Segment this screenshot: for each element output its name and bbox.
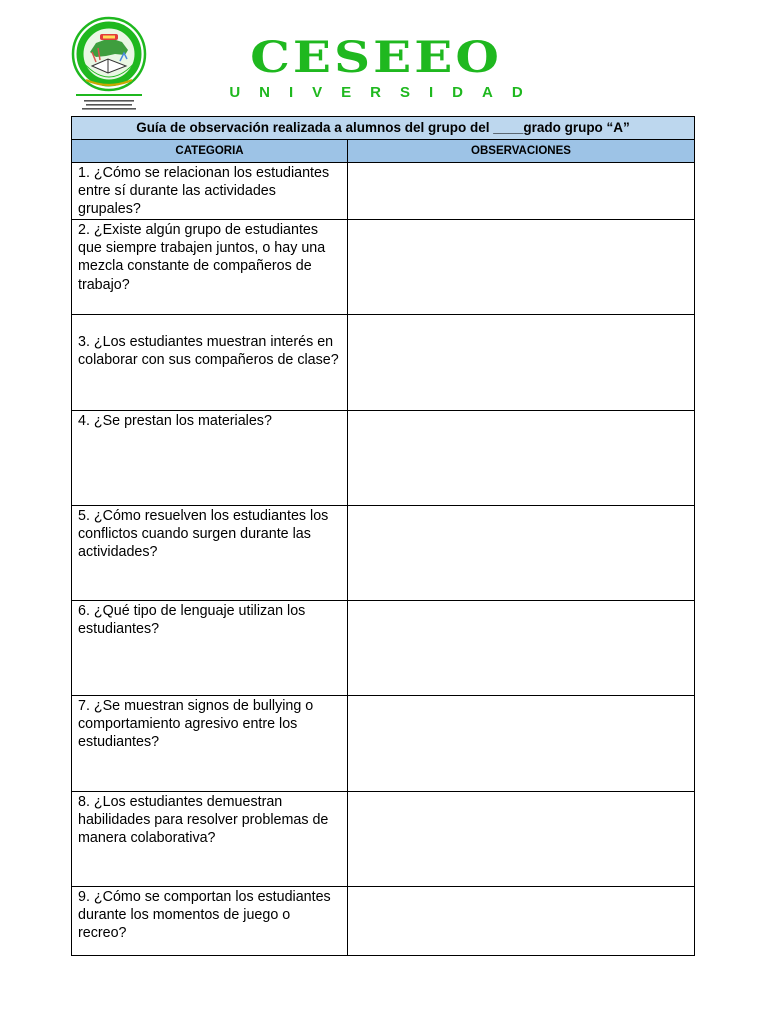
- category-cell: 1. ¿Cómo se relacionan los estudiantes entre sí durante las actividades grupales?: [72, 163, 348, 220]
- university-seal-logo: [70, 10, 148, 114]
- table-title-row: [72, 117, 695, 140]
- table-row: [72, 163, 695, 220]
- observation-cell[interactable]: [348, 696, 695, 792]
- observation-cell[interactable]: [348, 411, 695, 506]
- observation-cell[interactable]: [348, 506, 695, 601]
- table-header-row: [72, 140, 695, 163]
- brand-wordmark: [208, 31, 544, 101]
- column-header-category: CATEGORIA: [72, 140, 348, 163]
- document-header: [0, 0, 768, 115]
- observation-cell[interactable]: [348, 163, 695, 220]
- column-header-observations: OBSERVACIONES: [348, 140, 695, 163]
- category-cell: 6. ¿Qué tipo de lenguaje utilizan los estudiantes?: [72, 601, 348, 696]
- table-row: [72, 887, 695, 956]
- table-row: [72, 696, 695, 792]
- observation-cell[interactable]: [348, 315, 695, 411]
- table-row: [72, 315, 695, 411]
- table-row: [72, 506, 695, 601]
- category-cell: 8. ¿Los estudiantes demuestran habilidades para resolver problemas de manera colaborativa?: [72, 792, 348, 887]
- table-row: [72, 792, 695, 887]
- category-cell: 9. ¿Cómo se comportan los estudiantes durante los momentos de juego o recreo?: [72, 887, 348, 956]
- brand-name: CESEEO: [250, 31, 502, 83]
- observation-cell[interactable]: [348, 792, 695, 887]
- category-cell: 5. ¿Cómo resuelven los estudiantes los conflictos cuando surgen durante las actividades?: [72, 506, 348, 601]
- observation-guide-table: [71, 116, 695, 956]
- observation-cell[interactable]: [348, 601, 695, 696]
- table-row: [72, 411, 695, 506]
- observation-cell[interactable]: [348, 220, 695, 315]
- table-title: Guía de observación realizada a alumnos del grupo del ____grado grupo “A”: [72, 117, 695, 140]
- table-row: [72, 601, 695, 696]
- observation-cell[interactable]: [348, 887, 695, 956]
- category-cell: 7. ¿Se muestran signos de bullying o comportamiento agresivo entre los estudiantes?: [72, 696, 348, 792]
- brand-subtitle: UNIVERSIDAD: [229, 84, 542, 101]
- category-cell: 2. ¿Existe algún grupo de estudiantes que siempre trabajen juntos, o hay una mezcla constante de compañeros de trabajo?: [72, 220, 348, 315]
- category-cell: 3. ¿Los estudiantes muestran interés en colaborar con sus compañeros de clase?: [72, 315, 348, 411]
- category-cell: 4. ¿Se prestan los materiales?: [72, 411, 348, 506]
- table-row: [72, 220, 695, 315]
